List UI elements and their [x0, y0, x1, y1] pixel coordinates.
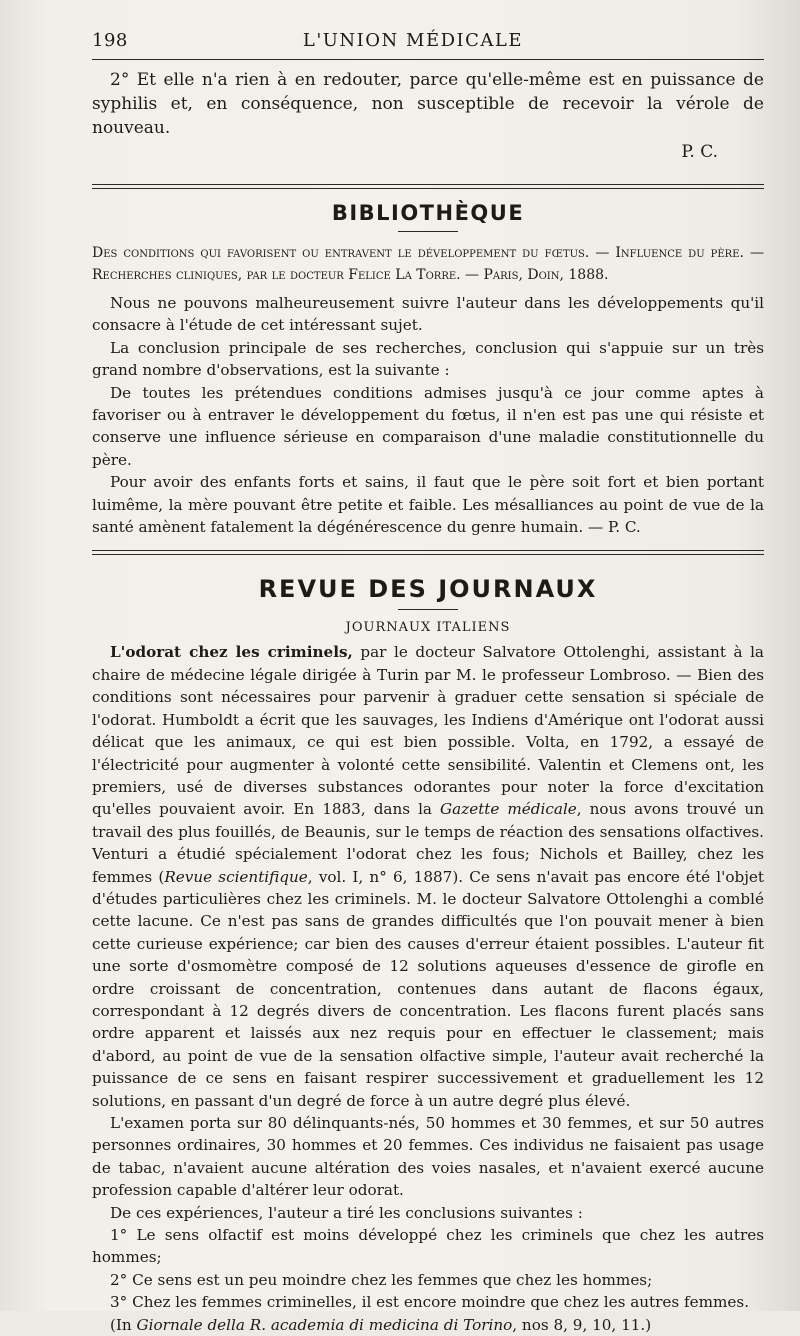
bibliotheque-paragraph: La conclusion principale de ses recherches, conclusion qui s'appuie sur un très grand nombre d'observations, est la suivante : — [92, 338, 764, 380]
bibliotheque-title: BIBLIOTHÈQUE — [331, 201, 525, 225]
conclusion-item: 3° Chez les femmes criminelles, il est encore moindre que chez les autres femmes. — [110, 1293, 750, 1312]
gazette-title: Gazette médicale — [440, 800, 577, 819]
article-mid: , nous avons trouvé un travail des plus fouillés, de Beaunis, sur le temps de réaction des sensations olfactives. Venturi a étudié spécialement l'odorat chez les fous; Nichols et Bailley, chez les femmes ( — [92, 800, 764, 886]
source-citation — [92, 1314, 764, 1336]
bibliotheque-paragraph: Pour avoir des enfants forts et sains, il faut que le père soit fort et bien portant luimême, la mère pouvant être petite et faible. Les mésalliances au point de vue de la santé amènent fatalement la dégénérescence du genre humain. — P. C. — [92, 473, 764, 537]
conclusion-item: 2° Ce sens est un peu moindre chez les femmes que chez les hommes; — [110, 1270, 653, 1289]
article-tail: , vol. I, n° 6, 1887). Ce sens n'avait pas encore été l'objet d'études particulières chez les criminels. M. le docteur Salvatore Ottolenghi a comblé cette lacune. Ce n'est pas sans de grandes difficultés que l'on pouvait mener à bien cette curieuse expérience; car bien des causes d'erreur étaient possibles. L'auteur fit une sorte d'osmomètre composé de 12 solutions aqueuses d'essence de girofle en ordre croissant de concentration, contenues dans autant de flacons égaux, correspondant à 12 degrés divers de concentration. Les flacons furent placés sans ordre apparent et laissés aux nez requis pour en effectuer le classement; mais d'abord, au point de vue de la sensation olfactive simple, l'auteur avait recherché la puissance de ce sens en faisant respirer successivement et graduellement les 12 solutions, en passant d'un degré de force à un autre degré plus élevé. — [92, 867, 765, 1110]
conclusion-item: 1° Le sens olfactif est moins développé chez les criminels que chez les autres hommes; — [92, 1226, 764, 1267]
page-number: 198 — [92, 30, 128, 51]
revue-scientifique-title: Revue scientifique — [164, 867, 308, 886]
bibliotheque-paragraph: De toutes les prétendues conditions admises jusqu'à ce jour comme aptes à favoriser ou à entraver le développement du fœtus, il n'en est pas une qui résiste et conserve une influence sérieuse en comparaison d'une maladie constitutionnelle du père. — [92, 383, 764, 469]
revue-title: REVUE DES JOURNAUX — [258, 575, 598, 604]
source-suffix: , nos 8, 9, 10, 11.) — [512, 1315, 652, 1334]
article-paragraph: De ces expériences, l'auteur a tiré les conclusions suivantes : — [110, 1203, 583, 1222]
intro-signature: P. C. — [681, 142, 718, 162]
bibliotheque-citation: Des conditions qui favorisent ou entravent le développement du fœtus. — Influence du père. — Recherches cliniques, par le docteur Felice La Torre. — Paris, Doin, 1888. — [92, 245, 764, 283]
title-underline — [398, 609, 458, 610]
bibliotheque-paragraph: Nous ne pouvons malheureusement suivre l'auteur dans les développements qu'il consacre à l'étude de cet intéressant sujet. — [92, 294, 764, 335]
title-underline — [398, 231, 458, 232]
section-divider — [92, 550, 764, 555]
source-journal: Giornale della R. academia di medicina di Torino — [136, 1315, 513, 1334]
article-title: L'odorat chez les criminels, — [110, 643, 353, 662]
source-prefix: (In — [110, 1315, 137, 1334]
revue-subtitle: JOURNAUX ITALIENS — [345, 620, 511, 636]
article-paragraph: L'examen porta sur 80 délinquants-nés, 50 hommes et 30 femmes, et sur 50 autres personnes ordinaires, 30 hommes et 20 femmes. Ces individus ne faisaient pas usage de tabac, n'avaient aucune altération des voies nasales, et n'avaient exercé aucune profession capable d'altérer leur odorat. — [92, 1114, 764, 1200]
journal-title: L'UNION MÉDICALE — [302, 30, 523, 51]
intro-paragraph: 2° Et elle n'a rien à en redouter, parce qu'elle-même est en puissance de syphilis et, en conséquence, non susceptible de recevoir la vérole de nouveau. — [92, 70, 764, 138]
running-head — [92, 30, 764, 57]
article-byline: par le docteur Salvatore Ottolenghi, assistant à la chaire de médecine légale dirigée à Turin par M. le professeur Lombroso. — [92, 643, 764, 684]
section-divider — [92, 184, 764, 189]
article-body — [92, 641, 764, 1112]
header-rule — [92, 59, 764, 60]
article-lead: — Bien des conditions sont nécessaires pour parvenir à graduer cette sensation si spéciale de l'odorat. Humboldt a écrit que les sauvages, les Indiens d'Amérique ont l'odorat aussi délicat que les animaux, ce qui est bien possible. Volta, en 1792, a essayé de l'électricité pour augmenter à volonté cette sensibilité. Valentin et Clemens ont, les premiers, usé de diverses substances odorantes pour noter la force d'excitation qu'elles pouvaient avoir. En 1883, dans la — [92, 665, 764, 819]
